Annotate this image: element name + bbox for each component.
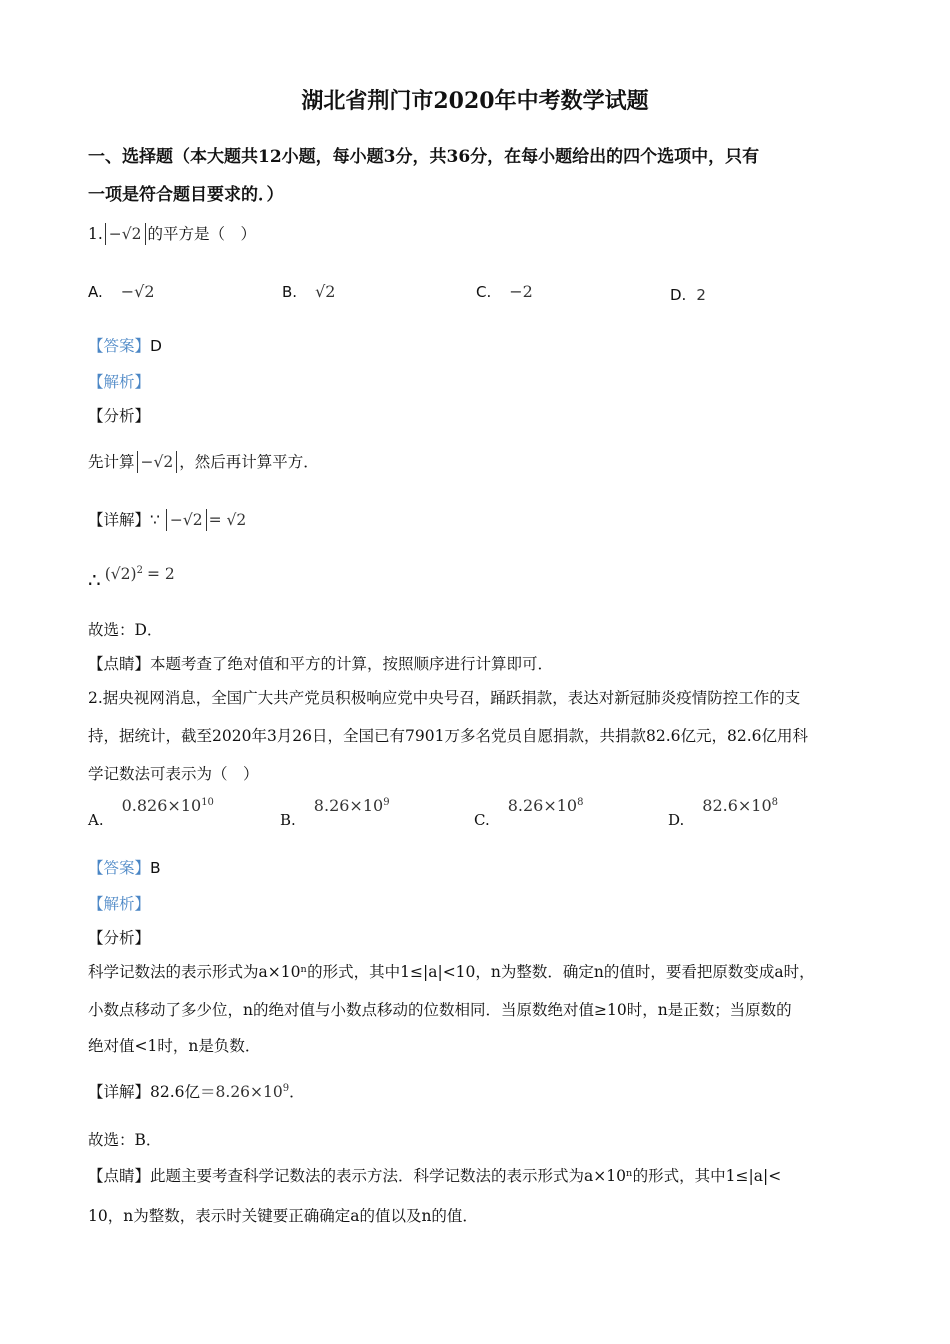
q2-xiangjie-tag: 【详解】 [88, 1083, 151, 1101]
q1-xiangjie [88, 508, 246, 531]
q2-xiangjie: 【详解】82.6亿$=8.26\times 10^9$． [88, 1082, 305, 1101]
section-header-line-2: 一项是符合题目要求的．） [88, 185, 284, 205]
q1-stem-suffix: 的平方是（ ） [147, 225, 257, 243]
q2-option-a: $A.0.826\times 10^{10}$ [88, 796, 214, 829]
q1-stem [88, 222, 256, 245]
q2-stem-line-3: 学记数法可表示为（ ） [88, 765, 259, 783]
q2-option-d: $D.82.6\times 10^8$ [668, 796, 779, 829]
q2-answer-value: B [150, 859, 161, 877]
q1-square-expr: (√2) [104, 565, 137, 583]
q2-answer-tag: 【答案】 [88, 859, 151, 877]
q1-answer-tag: 【答案】 [88, 337, 151, 355]
page-title: 湖北省荆门市2020年中考数学试题 [301, 88, 649, 114]
q2-guxuan: 故选：B． [88, 1131, 162, 1149]
therefore-symbol: ∴ [88, 568, 101, 592]
because-symbol: ∵ [150, 511, 160, 529]
q1-fenxi-tag: 【分析】 [88, 407, 151, 425]
q2-answer [88, 856, 161, 878]
q2-fenxi-line-3: 绝对值<1时，n是负数． [88, 1037, 261, 1055]
q1-answer [88, 334, 162, 356]
q2-jiexi-tag: 【解析】 [88, 895, 151, 913]
q2-fenxi-line-2: 小数点移动了多少位，n的绝对值与小数点移动的位数相同．当原数绝对值≥10时，n是正数；当原数的 [88, 1001, 792, 1019]
q2-option-c: $C.8.26\times 10^8$ [474, 796, 584, 829]
q1-option-b: B. √2 [282, 282, 336, 301]
q1-dianjing [88, 652, 553, 674]
q2-dianjing-line-2: 10，n为整数，表示时关键要正确确定a的值以及n的值． [88, 1207, 478, 1225]
q2-option-b: $B.8.26\times 10^9$ [280, 796, 390, 829]
q1-number: 1. [88, 225, 103, 243]
q2-fenxi-line-1: 科学记数法的表示形式为a×10ⁿ的形式，其中1≤|a|<10，n为整数．确定n的值时，要看把原数变成a时， [88, 963, 815, 981]
q1-dianjing-text: 本题考查了绝对值和平方的计算，按照顺序进行计算即可． [150, 655, 554, 673]
q1-option-d-value: 2 [696, 286, 706, 304]
q1-xiangjie-tag: 【详解】 [88, 511, 151, 529]
q1-guxuan: 故选：D． [88, 621, 163, 639]
q1-option-c: C. −2 [476, 282, 533, 301]
q1-jiexi-tag: 【解析】 [88, 373, 151, 391]
q1-option-b-value: √2 [315, 282, 336, 301]
q1-option-c-value: −2 [509, 282, 533, 301]
q1-fenxi-abs: −√2 [137, 451, 178, 473]
q2-stem-line-1: 2.据央视网消息，全国广大共产党员积极响应党中央号召，踊跃捐款，表达对新冠肺炎疫情防控工作的支 [88, 689, 801, 707]
section-header-line-1: 一、选择题（本大题共12小题，每小题3分，共36分，在每小题给出的四个选项中，只有 [88, 147, 760, 167]
q1-therefore: ∴ $(√2)^2 = 2$ [88, 564, 175, 592]
q1-dianjing-tag: 【点睛】 [88, 655, 151, 673]
q1-option-d: D. 2 [670, 286, 706, 304]
q1-option-a-value: −√2 [120, 282, 155, 301]
q1-option-a: A. −√2 [88, 282, 155, 301]
q2-stem-line-2: 持，据统计，截至2020年3月26日，全国已有7901万多名党员自愿捐款，共捐款82.6亿元，82.6亿用科 [88, 727, 809, 745]
q1-square-rhs: = 2 [146, 565, 175, 583]
q2-dianjing-tag: 【点睛】 [88, 1167, 151, 1185]
q1-fenxi-text: 先计算 −√2 ，然后再计算平方． [88, 453, 319, 471]
q2-dianjing-line-1: 【点睛】此题主要考查科学记数法的表示方法．科学记数法的表示形式为a×10ⁿ的形式，其中1≤|a|< [88, 1167, 782, 1185]
q1-answer-value: D [150, 337, 162, 355]
q2-fenxi-tag: 【分析】 [88, 929, 151, 947]
q1-xiangjie-rhs: = √2 [208, 511, 247, 529]
q1-xiangjie-abs: −√2 [166, 509, 207, 531]
q1-abs-expression: −√2 [105, 223, 146, 245]
